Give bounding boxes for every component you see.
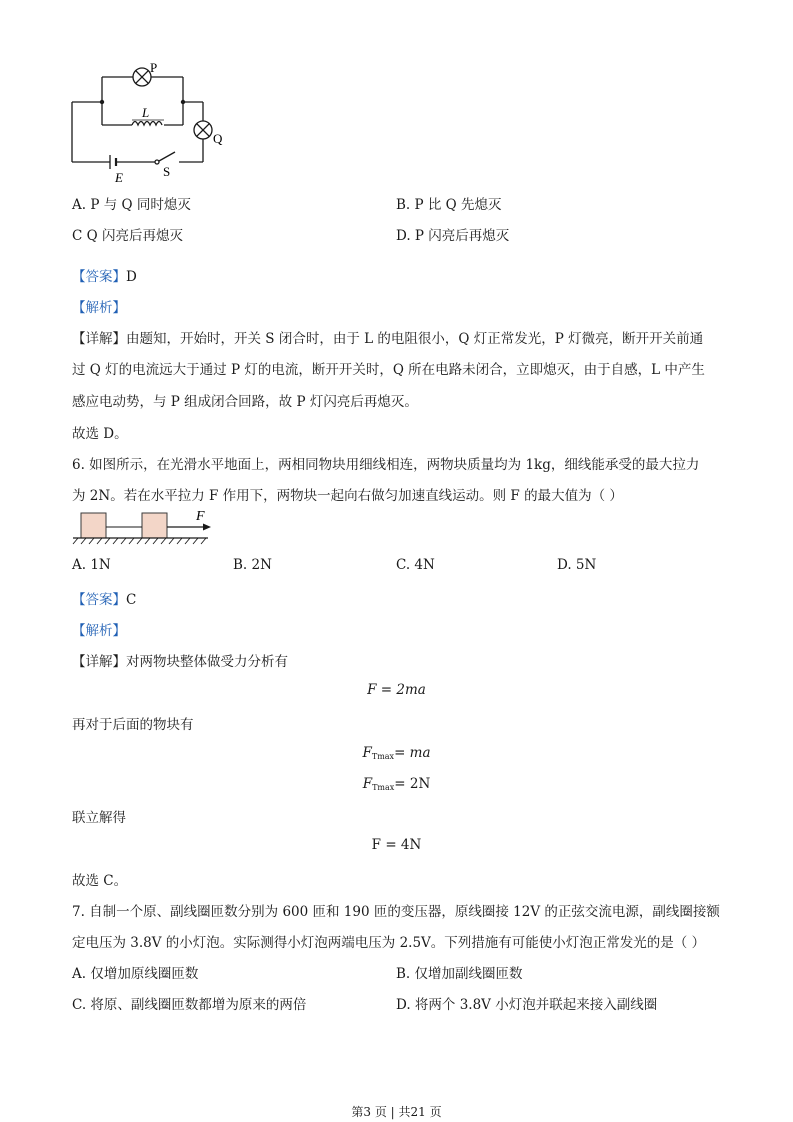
force-label: F: [196, 509, 205, 524]
eq2-rhs: = ma: [394, 745, 431, 761]
answer-tag: 【答案】: [72, 269, 126, 285]
detail-text: 由题知，开始时，开关 S 闭合时，由于 L 的电阻很小，Q 灯正常发光，P 灯微亮，断开开关前通: [126, 331, 704, 347]
q5-option-c: C Q 闪亮后再熄灭: [72, 228, 183, 244]
q6-detail: [72, 650, 288, 670]
q6-equation-4: F = 4N: [371, 837, 422, 853]
eq3-sub: Tmax: [372, 783, 395, 792]
q6-option-b: B. 2N: [233, 557, 272, 573]
blocks-diagram: [70, 508, 215, 548]
inductor-label: L: [142, 105, 150, 120]
eq3-rhs: = 2N: [394, 776, 431, 792]
detail-tag: 【详解】: [72, 654, 126, 670]
detail-tag: 【详解】: [72, 331, 126, 347]
emf-label: E: [115, 170, 123, 185]
q7-option-a: A. 仅增加原线圈匝数: [72, 966, 199, 982]
answer-tag: 【答案】: [72, 592, 126, 608]
q6-option-c: C. 4N: [396, 557, 435, 573]
switch-label: S: [163, 164, 171, 179]
lamp-q-label: Q: [213, 131, 223, 146]
q5-detail-line1: [72, 327, 703, 347]
q6-text-3: 联立解得: [72, 810, 126, 826]
q6-option-a: A. 1N: [72, 557, 111, 573]
q5-detail-line3: 感应电动势，与 P 组成闭合回路，故 P 灯闪亮后再熄灭。: [72, 394, 418, 410]
answer-value: D: [126, 269, 137, 285]
q5-option-b: B. P 比 Q 先熄灭: [396, 197, 502, 213]
q6-stem-line1: 6. 如图所示，在光滑水平地面上，两相同物块用细线相连，两物块质量均为 1kg，细线能承受的最大拉力: [72, 457, 700, 473]
q5-option-a: A. P 与 Q 同时熄灭: [72, 197, 191, 213]
lamp-p-label: P: [150, 60, 158, 75]
q6-stem-line2: 为 2N。若在水平拉力 F 作用下，两物块一起向右做匀加速直线运动。则 F 的最大值为（ ）: [72, 488, 623, 504]
q6-equation-2: [0, 745, 793, 761]
q6-text-2: 再对于后面的物块有: [72, 717, 194, 733]
q5-answer: [72, 265, 137, 285]
q6-answer: [72, 588, 136, 608]
detail-text: 对两物块整体做受力分析有: [126, 654, 288, 670]
q7-option-b: B. 仅增加副线圈匝数: [396, 966, 523, 982]
eq3-f: F: [362, 776, 373, 792]
eq2-sub: Tmax: [371, 752, 395, 761]
q6-equation-1: F = 2ma: [367, 682, 426, 698]
eq2-f: F: [362, 745, 372, 761]
q7-stem-line2: 定电压为 3.8V 的小灯泡。实际测得小灯泡两端电压为 2.5V。下列措施有可能使小灯泡正常发光的是（ ）: [72, 935, 706, 951]
answer-value: C: [126, 592, 137, 608]
q5-option-d: D. P 闪亮后再熄灭: [396, 228, 510, 244]
q6-option-d: D. 5N: [557, 557, 597, 573]
page-footer: 第3 页 | 共21 页: [351, 1105, 442, 1119]
q6-conclusion: 故选 C。: [72, 873, 128, 889]
q6-analysis-tag: 【解析】: [72, 623, 126, 639]
q7-option-d: D. 将两个 3.8V 小灯泡并联起来接入副线圈: [396, 997, 658, 1013]
q5-analysis-tag: 【解析】: [72, 300, 126, 316]
circuit-diagram: [60, 55, 240, 190]
q5-conclusion: 故选 D。: [72, 426, 128, 442]
q6-equation-3: [0, 776, 793, 792]
q7-option-c: C. 将原、副线圈匝数都增为原来的两倍: [72, 997, 307, 1013]
q7-stem-line1: 7. 自制一个原、副线圈匝数分别为 600 匝和 190 匝的变压器，原线圈接 12V 的正弦交流电源，副线圈接额: [72, 904, 720, 920]
q5-detail-line2: 过 Q 灯的电流远大于通过 P 灯的电流，断开开关时，Q 所在电路未闭合，立即熄灭，由于自感，L 中产生: [72, 362, 705, 378]
